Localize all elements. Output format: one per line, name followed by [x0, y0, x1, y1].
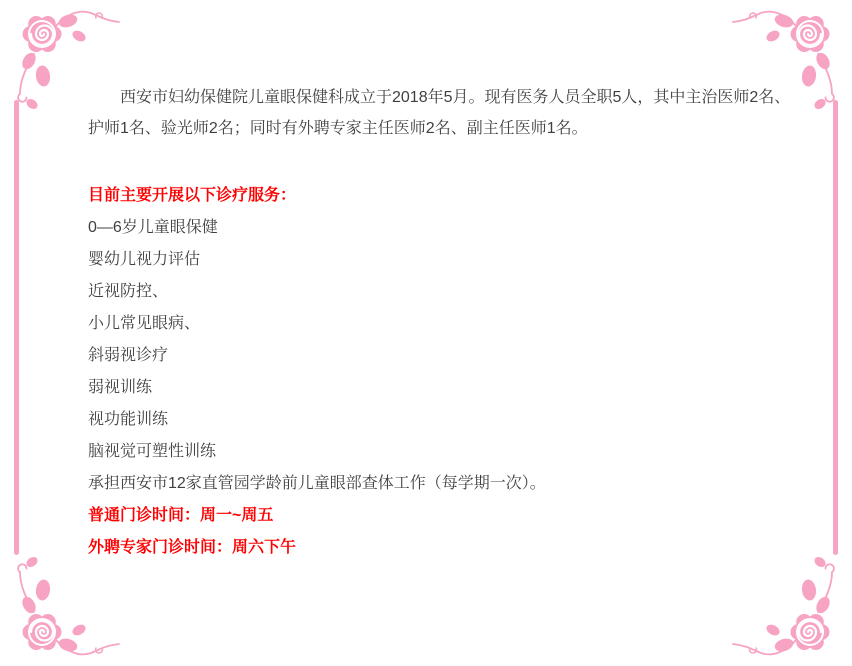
schedule-line-expert: 外聘专家门诊时间：周六下午: [88, 539, 297, 556]
service-item: 小儿常见眼病、: [88, 315, 201, 332]
services-heading: 目前主要开展以下诊疗服务：: [88, 187, 297, 204]
intro-line: 护师1名、验光师2名；同时有外聘专家主任医师2名、副主任医师1名。: [88, 120, 588, 137]
service-item: 视功能训练: [88, 411, 169, 428]
services-section: [88, 180, 766, 564]
schedule-line-general: 普通门诊时间：周一~周五: [88, 507, 274, 524]
service-item: 承担西安市12家直管园学龄前儿童眼部查体工作（每学期一次）。: [88, 475, 546, 492]
border-bar-right: [833, 100, 838, 555]
service-item: 近视防控、: [88, 283, 169, 300]
border-bar-left: [14, 100, 19, 555]
document-content: [88, 82, 791, 564]
service-item: 斜弱视诊疗: [88, 347, 169, 364]
service-item: 脑视觉可塑性训练: [88, 443, 217, 460]
intro-paragraph: [88, 82, 791, 144]
service-item: 弱视训练: [88, 379, 153, 396]
intro-line: 西安市妇幼保健院儿童眼保健科成立于2018年5月。现有医务人员全职5人，其中主治医师2名、: [120, 89, 791, 106]
service-item: 婴幼儿视力评估: [88, 251, 201, 268]
service-item: 0—6岁儿童眼保健: [88, 219, 218, 236]
